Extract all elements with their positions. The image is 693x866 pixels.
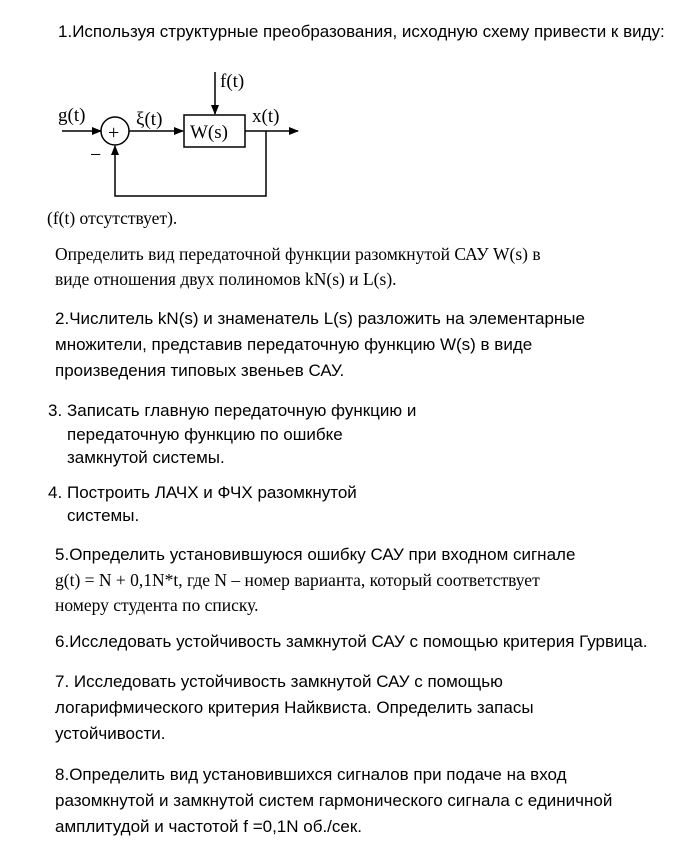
task-5-line-1 [55,545,575,565]
task-2-number: 2. [55,309,70,328]
task-6-line-1 [55,632,647,652]
task-6-text: Исследовать устойчивость замкнутой САУ с помощью критерия Гурвица. [69,632,648,651]
task-1-line-3: виде отношения двух полиномов kN(s) и L(s). [55,269,397,289]
task-3-line-1: Записать главную передаточную функцию и [67,401,417,420]
task-2-line-1 [55,309,585,329]
task-1-note: (f(t) отсутствует). [47,208,178,228]
block-label: W(s) [190,122,228,143]
error-label: ξ(t) [136,109,163,130]
disturbance-label: f(t) [220,71,245,92]
task-8-line-2: разомкнутой и замкнутой систем гармонического сигнала с единичной [55,791,613,810]
task-5-number: 5. [55,545,70,564]
task-8-line-3: амплитудой и частотой f =0,1N об./сек. [55,817,363,836]
task-1-text: Используя структурные преобразования, исходную схему привести к виду: [72,22,665,41]
task-1-line-2: Определить вид передаточной функции разомкнутой САУ W(s) в [55,244,541,264]
task-7-text: Исследовать устойчивость замкнутой САУ с помощью [73,672,503,691]
task-2-text: Числитель kN(s) и знаменатель L(s) разложить на элементарные [69,309,585,328]
task-6-number: 6. [55,632,70,651]
task-1-number: 1. [58,22,73,41]
task-8-text: Определить вид установившихся сигналов при подаче на вход [69,765,567,784]
sum-plus-sign: + [108,122,120,144]
task-7-line-3: устойчивости. [55,724,166,743]
input-label: g(t) [58,105,86,126]
feedback-minus-sign: − [90,144,102,166]
task-8-line-1 [55,765,567,785]
task-5-line-2: g(t) = N + 0,1N*t, где N – номер варианта, который соответствует [55,570,540,590]
task-3-line-2: передаточную функцию по ошибке [67,425,343,444]
task-4-line-2: системы. [67,506,140,525]
output-label: x(t) [252,106,280,127]
task-7-line-2: логарифмического критерия Найквиста. Определить запасы [55,698,534,717]
task-3-number: 3. [48,401,63,420]
task-7-number: 7. [55,672,70,691]
task-3-line-3: замкнутой системы. [67,448,225,467]
task-2-line-3: произведения типовых звеньев САУ. [55,361,345,380]
task-4-line-1: Построить ЛАЧХ и ФЧХ разомкнутой [67,483,357,502]
task-4-number: 4. [48,483,63,502]
task-8-number: 8. [55,765,70,784]
task-5-line-3: номеру студента по списку. [55,595,259,615]
task-5-text: Определить установившуюся ошибку САУ при входном сигнале [69,545,576,564]
task-7-line-1 [55,672,503,692]
task-2-line-2: множители, представив передаточную функцию W(s) в виде [55,335,533,354]
